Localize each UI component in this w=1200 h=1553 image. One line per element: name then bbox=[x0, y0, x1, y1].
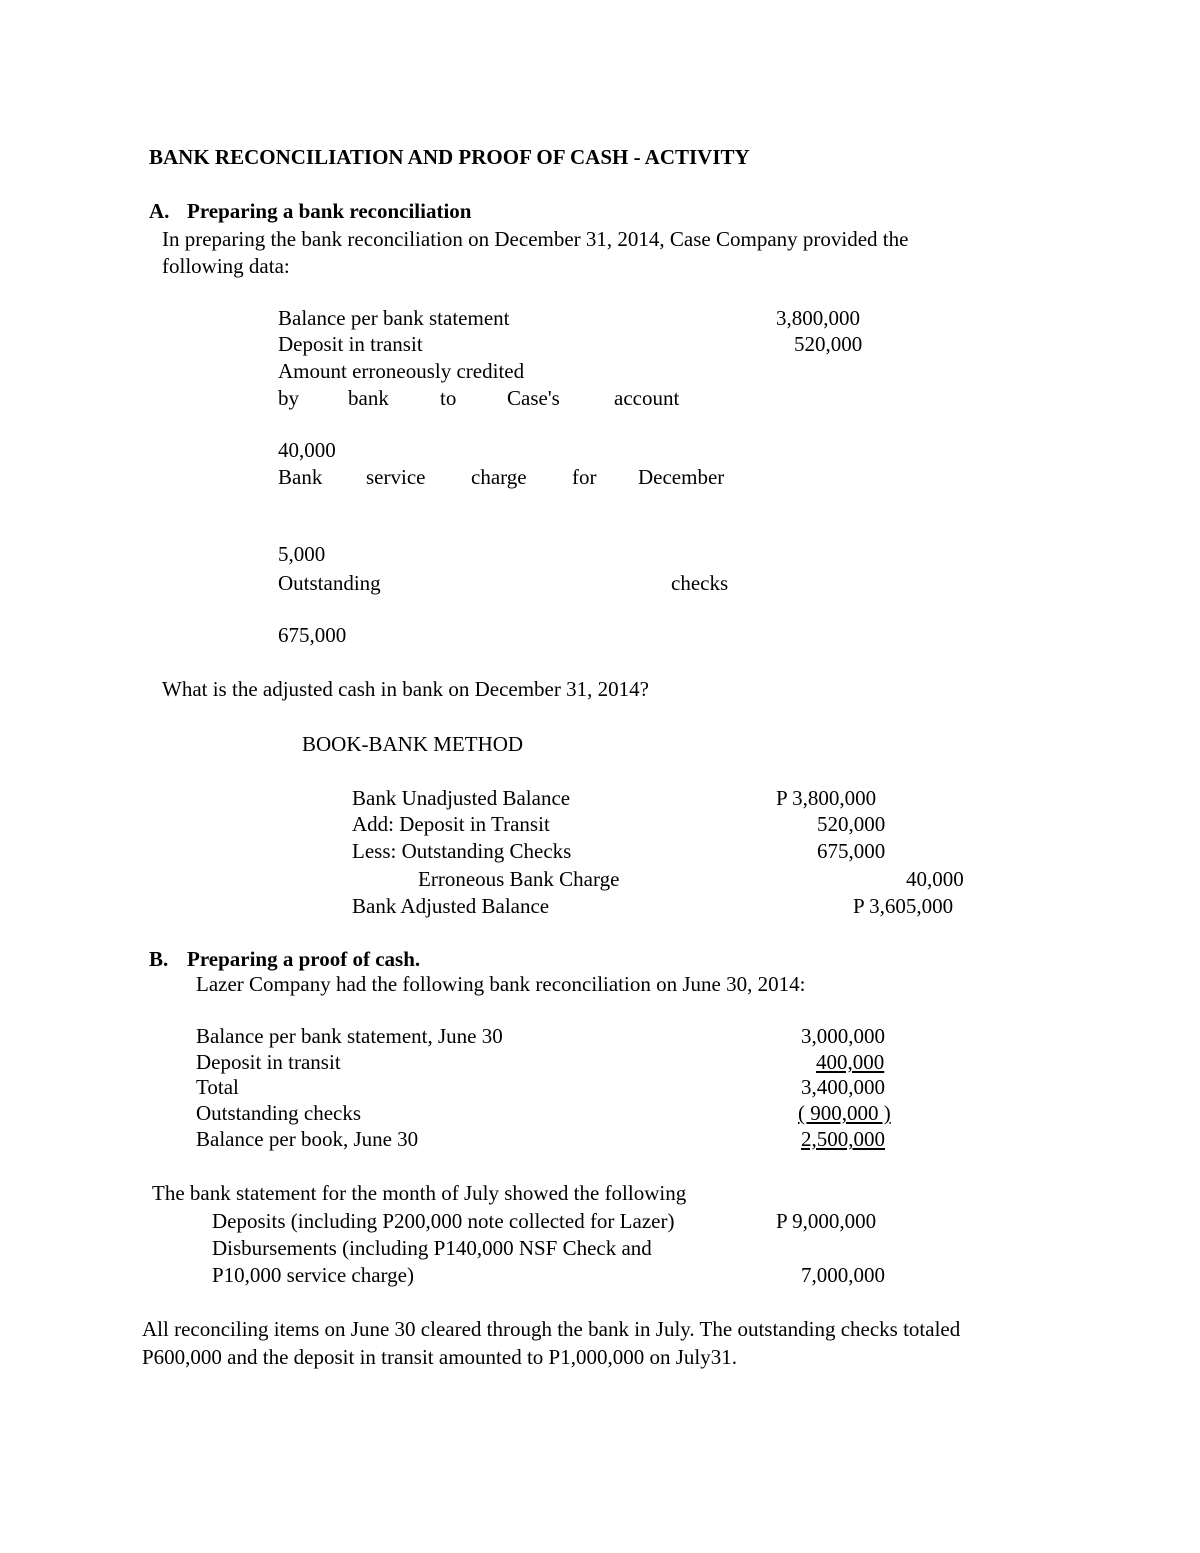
method-adjusted-value: P 3,605,000 bbox=[853, 894, 954, 918]
a-erroneous-word: by bbox=[278, 386, 299, 410]
a-dit-label: Deposit in transit bbox=[278, 332, 423, 356]
b-oc-value: ( 900,000 ) bbox=[798, 1101, 891, 1125]
b-dit-value: 400,000 bbox=[816, 1050, 885, 1074]
a-dit-value: 520,000 bbox=[794, 332, 863, 356]
a-erroneous-value: 40,000 bbox=[278, 438, 336, 462]
method-add-label: Add: Deposit in Transit bbox=[352, 812, 550, 836]
method-adjusted-label: Bank Adjusted Balance bbox=[352, 894, 550, 918]
a-erroneous-line1: Amount erroneously credited bbox=[278, 359, 525, 383]
closing-line1: All reconciling items on June 30 cleared through the bank in July. The outstanding checks totaled bbox=[142, 1317, 961, 1341]
a-outstanding-word: Outstanding bbox=[278, 571, 381, 595]
a-outstanding-value: 675,000 bbox=[278, 623, 347, 647]
b-balance-value: 3,000,000 bbox=[801, 1024, 885, 1048]
b-book-value: 2,500,000 bbox=[801, 1127, 885, 1151]
b-total-label: Total bbox=[196, 1075, 239, 1099]
b-book-label: Balance per book, June 30 bbox=[196, 1127, 419, 1151]
a-erroneous-word: account bbox=[614, 386, 680, 410]
deposits-label: Deposits (including P200,000 note collected for Lazer) bbox=[212, 1209, 675, 1233]
method-unadjusted-label: Bank Unadjusted Balance bbox=[352, 786, 571, 810]
a-balance-label: Balance per bank statement bbox=[278, 306, 510, 330]
section-a-intro-line1: In preparing the bank reconciliation on December 31, 2014, Case Company provided the bbox=[162, 227, 909, 251]
b-balance-label: Balance per bank statement, June 30 bbox=[196, 1024, 503, 1048]
b-total-value: 3,400,000 bbox=[801, 1075, 885, 1099]
deposits-value: P 9,000,000 bbox=[776, 1209, 877, 1233]
july-intro: The bank statement for the month of July showed the following bbox=[152, 1181, 687, 1205]
section-a-marker: A. bbox=[149, 199, 170, 223]
method-less-value: 675,000 bbox=[817, 839, 886, 863]
a-service-word: charge bbox=[471, 465, 527, 489]
a-balance-value: 3,800,000 bbox=[776, 306, 860, 330]
disbursements-line2: P10,000 service charge) bbox=[212, 1263, 414, 1287]
a-question: What is the adjusted cash in bank on December 31, 2014? bbox=[162, 677, 649, 701]
disbursements-value: 7,000,000 bbox=[801, 1263, 885, 1287]
closing-line2: P600,000 and the deposit in transit amounted to P1,000,000 on July31. bbox=[142, 1345, 737, 1369]
section-b-heading: Preparing a proof of cash. bbox=[187, 947, 421, 971]
section-a-intro-line2: following data: bbox=[162, 254, 290, 278]
method-add-value: 520,000 bbox=[817, 812, 886, 836]
method-less-label: Less: Outstanding Checks bbox=[352, 839, 572, 863]
a-outstanding-word: checks bbox=[671, 571, 729, 595]
section-a-heading: Preparing a bank reconciliation bbox=[187, 199, 472, 223]
b-oc-label: Outstanding checks bbox=[196, 1101, 362, 1125]
method-unadjusted-value: P 3,800,000 bbox=[776, 786, 877, 810]
document-title: BANK RECONCILIATION AND PROOF OF CASH - ACTIVITY bbox=[149, 145, 750, 169]
method-erroneous-value: 40,000 bbox=[906, 867, 964, 891]
disbursements-line1: Disbursements (including P140,000 NSF Check and bbox=[212, 1236, 652, 1260]
a-erroneous-word: Case's bbox=[507, 386, 560, 410]
section-b-intro: Lazer Company had the following bank reconciliation on June 30, 2014: bbox=[196, 972, 806, 996]
a-service-word: December bbox=[638, 465, 725, 489]
a-service-word: Bank bbox=[278, 465, 323, 489]
a-service-word: service bbox=[366, 465, 426, 489]
a-erroneous-word: to bbox=[440, 386, 457, 410]
a-service-value: 5,000 bbox=[278, 542, 326, 566]
method-erroneous-label: Erroneous Bank Charge bbox=[418, 867, 620, 891]
a-service-word: for bbox=[572, 465, 597, 489]
section-b-marker: B. bbox=[149, 947, 169, 971]
b-dit-label: Deposit in transit bbox=[196, 1050, 341, 1074]
method-title: BOOK-BANK METHOD bbox=[302, 732, 524, 756]
a-erroneous-word: bank bbox=[348, 386, 389, 410]
